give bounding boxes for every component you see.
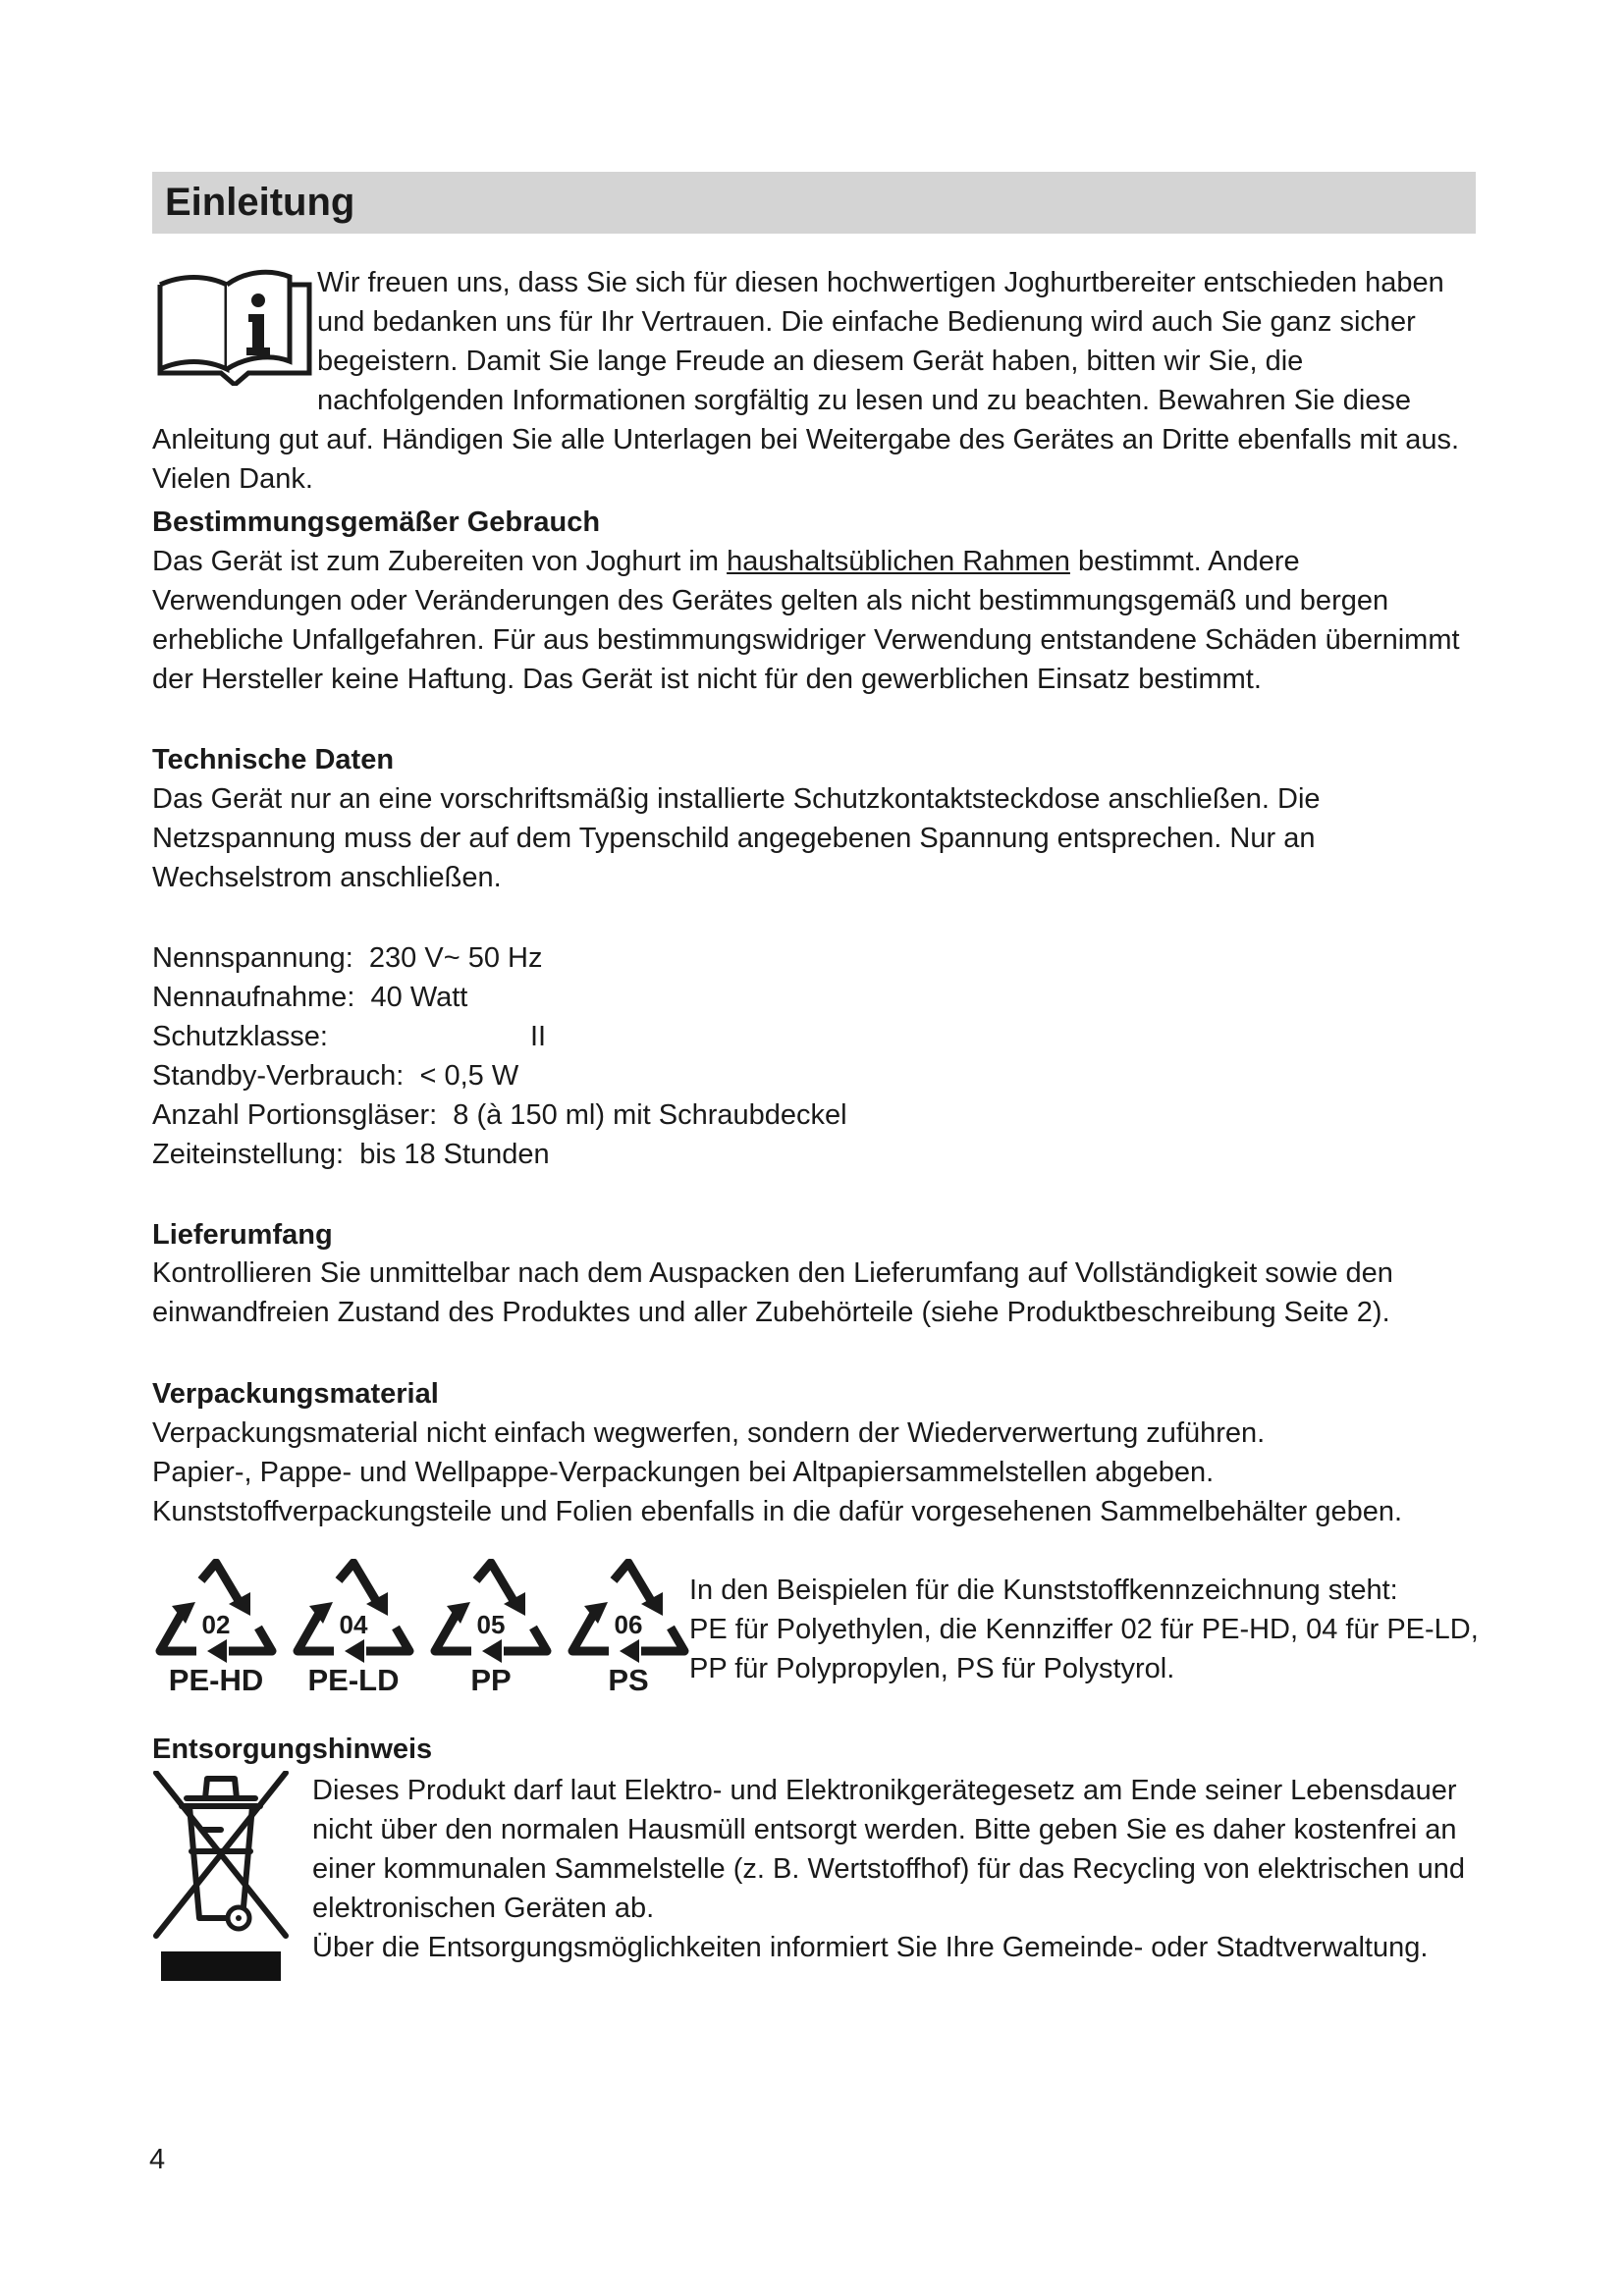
usage-text-after: bestimmt. Andere Verwendungen oder Veränderungen des Gerätes gelten als nicht bestimmungsgemäß und bergen erhebliche Unfallgefahren. Für aus bestimmungswidriger Verwendung entstandene Schäden übernimmt der Hersteller keine Haftung. Das Gerät ist nicht für den gewerblichen Einsatz bestimmt.	[152, 546, 1460, 695]
usage-text	[152, 542, 1488, 699]
usage-text-underlined: haushaltsüblichen Rahmen	[727, 546, 1070, 577]
usage-text-before: Das Gerät ist zum Zubereiten von Joghurt im	[152, 546, 728, 577]
spec-label: Zeiteinstellung:	[152, 1139, 345, 1170]
recycling-symbols	[152, 1559, 682, 1706]
spec-row	[152, 1135, 847, 1174]
delivery-heading: Lieferumfang	[152, 1219, 333, 1251]
recycling-symbol-pe-hd	[152, 1559, 280, 1706]
disposal-paragraph-2: Über die Entsorgungsmöglichkeiten informiert Sie Ihre Gemeinde- oder Stadtverwaltung.	[312, 1932, 1429, 1963]
spec-label: Nennspannung:	[152, 942, 353, 974]
packaging-heading: Verpackungsmaterial	[152, 1378, 439, 1410]
page-number: 4	[149, 2144, 166, 2175]
spec-value: bis 18 Stunden	[359, 1139, 550, 1170]
recycling-label: PP	[470, 1663, 512, 1697]
recycling-line: In den Beispielen für die Kunststoffkennzeichnung steht:	[689, 1575, 1398, 1606]
weee-symbol	[152, 1771, 290, 1996]
delivery-paragraph: Kontrollieren Sie unmittelbar nach dem Auspacken den Lieferumfang auf Vollständigkeit sowie den einwandfreien Zustand des Produktes und aller Zubehörteile (siehe Produktbeschreibung Seite 2).	[152, 1257, 1393, 1328]
spec-label: Nennaufnahme:	[152, 982, 355, 1013]
recycling-code: 02	[201, 1610, 231, 1639]
section-title: Einleitung	[152, 172, 1476, 234]
crossed-out-wheelie-bin-icon	[152, 1771, 290, 1991]
spec-row	[152, 978, 847, 1017]
spec-value: 8 (à 150 ml) mit Schraubdeckel	[453, 1099, 847, 1131]
usage-heading: Bestimmungsgemäßer Gebrauch	[152, 507, 601, 538]
packaging-line: Papier-, Pappe- und Wellpappe-Verpackungen bei Altpapiersammelstellen abgeben.	[152, 1457, 1215, 1488]
recycling-line: PE für Polyethylen, die Kennziffer 02 für PE-HD, 04 für PE-LD,	[689, 1614, 1479, 1645]
spec-value: 230 V~ 50 Hz	[368, 942, 543, 974]
recycling-symbol-pp	[427, 1559, 555, 1706]
packaging-text	[152, 1414, 1488, 1531]
spec-row	[152, 1056, 847, 1095]
spec-row	[152, 938, 847, 978]
spec-label: Anzahl Portionsgläser:	[152, 1099, 438, 1131]
intro-text: Wir freuen uns, dass Sie sich für diesen hochwertigen Joghurtbereiter entschieden haben und bedanken uns für Ihr Vertrauen. Die einfache Bedienung wird auch Sie ganz sicher begeistern. Damit Sie lange Freude an diesem Gerät haben, bitten wir Sie, die nachfolgenden Informationen sorgfältig zu lesen und zu beachten. Bewahren Sie diese Anleitung gut auf. Händigen Sie alle Unterlagen bei Weitergabe des Gerätes an Dritte ebenfalls mit aus. Vielen Dank.	[152, 267, 1460, 495]
delivery-text	[152, 1254, 1488, 1332]
spec-row	[152, 1095, 847, 1135]
recycling-line: PP für Polypropylen, PS für Polystyrol.	[689, 1653, 1175, 1684]
spec-value: 40 Watt	[370, 982, 468, 1013]
recycling-symbol-ps	[565, 1559, 692, 1706]
technical-paragraph: Das Gerät nur an eine vorschriftsmäßig installierte Schutzkontaktsteckdose anschließen. Die Netzspannung muss der auf dem Typenschild angegebenen Spannung entsprechen. Nur an Wechselstrom anschließen.	[152, 783, 1321, 893]
spec-list	[152, 938, 847, 1174]
recycling-symbol-pe-ld	[290, 1559, 417, 1706]
packaging-line: Verpackungsmaterial nicht einfach wegwerfen, sondern der Wiederverwertung zuführen.	[152, 1417, 1266, 1449]
disposal-paragraph: Dieses Produkt darf laut Elektro- und Elektronikgerätegesetz am Ende seiner Lebensdauer nicht über den normalen Hausmüll entsorgt werden. Bitte geben Sie es daher kostenfrei an einer kommunalen Sammelstelle (z. B. Wertstoffhof) für das Recycling von elektrischen und elektronischen Geräten ab.	[312, 1775, 1465, 1924]
recycling-label: PS	[608, 1663, 649, 1697]
spec-value: II	[530, 1021, 547, 1052]
info-book-icon	[152, 263, 317, 386]
packaging-line: Kunststoffverpackungsteile und Folien ebenfalls in die dafür vorgesehenen Sammelbehälter geben.	[152, 1496, 1403, 1527]
spec-label: Standby-Verbrauch:	[152, 1060, 405, 1092]
recycling-code: 04	[339, 1610, 368, 1639]
spec-row	[152, 1017, 847, 1056]
technical-text	[152, 779, 1488, 897]
spec-label: Schutzklasse:	[152, 1021, 328, 1052]
recycling-label: PE-HD	[168, 1663, 264, 1697]
recycling-code: 06	[614, 1610, 643, 1639]
recycling-explanation	[689, 1571, 1494, 1688]
intro-paragraph	[152, 263, 1488, 499]
recycling-code: 05	[476, 1610, 506, 1639]
recycling-label: PE-LD	[307, 1663, 400, 1697]
disposal-heading: Entsorgungshinweis	[152, 1734, 433, 1765]
spec-value: < 0,5 W	[419, 1060, 519, 1092]
technical-heading: Technische Daten	[152, 744, 395, 775]
disposal-text	[312, 1771, 1490, 1967]
